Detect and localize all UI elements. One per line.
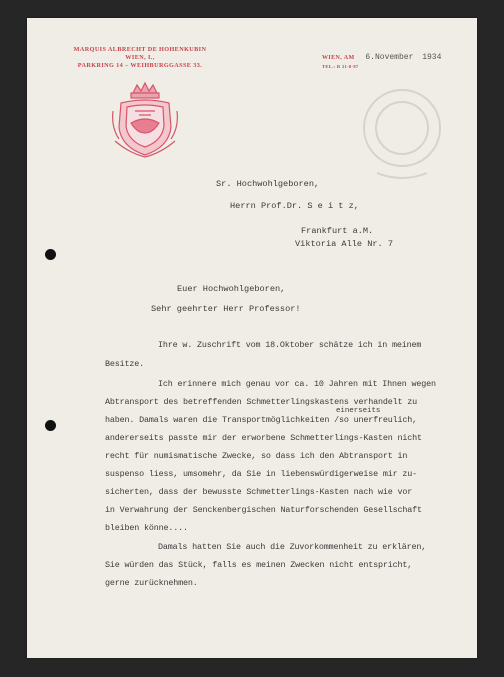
letterhead-street: PARKRING 14 – WEIHBURGGASSE 33.	[77, 62, 203, 69]
body-line: haben. Damals waren die Transportmöglichkeiten /so unerfreulich,	[105, 415, 418, 425]
dateline	[322, 53, 441, 62]
body-line: Ich erinnere mich genau vor ca. 10 Jahren mit Ihnen wegen	[158, 379, 436, 389]
body-line: gerne zurücknehmen.	[105, 578, 198, 588]
body-line: Ihre w. Zuschrift vom 18.Oktober schätze ich in meinem	[158, 340, 422, 350]
punch-hole-bottom	[45, 420, 56, 431]
body-line: bleiben könne....	[105, 523, 188, 533]
body-line: Besitze.	[105, 359, 145, 369]
recipient-line-1: Sr. Hochwohlgeboren,	[216, 179, 320, 189]
body-line: Abtransport des betreffenden Schmetterlingskastens verhandelt zu	[105, 397, 418, 407]
faint-stamp-mark	[357, 78, 447, 188]
salutation-line-1: Euer Hochwohlgeboren,	[177, 284, 286, 294]
telephone-number: TEL.: R 21-0-97	[322, 64, 359, 69]
body-line: Sie würden das Stück, falls es meinen Zwecken nicht entspricht,	[105, 560, 413, 570]
handwritten-insertion: einerseits	[336, 407, 381, 415]
body-line: Damals hatten Sie auch die Zuvorkommenheit zu erklären,	[158, 542, 427, 552]
recipient-line-2: Herrn Prof.Dr. S e i t z,	[230, 201, 359, 211]
body-line: andererseits passte mir der erworbene Schmetterlings-Kasten nicht	[105, 433, 422, 443]
recipient-line-3: Frankfurt a.M.	[301, 226, 374, 236]
body-line: recht für numismatische Zwecke, so dass ich den Abtransport in	[105, 451, 408, 461]
letter-date: 6.November	[365, 53, 414, 62]
body-line: suspenso liess, umsomehr, da Sie in liebenswürdigerweise mir zu-	[105, 469, 418, 479]
letterhead-city: WIEN, I.,	[125, 54, 155, 61]
dateline-label: WIEN, AM	[322, 55, 355, 61]
body-line: sicherten, dass der bewusste Schmetterlings-Kasten nach wie vor	[105, 487, 413, 497]
recipient-line-4: Viktoria Alle Nr. 7	[295, 239, 393, 249]
coat-of-arms-emblem	[109, 81, 181, 159]
letter-year: 1934	[422, 53, 442, 62]
letterhead-name: MARQUIS ALBRECHT DE HOHENKUBIN	[73, 46, 207, 53]
punch-hole-top	[45, 249, 56, 260]
salutation-line-2: Sehr geehrter Herr Professor!	[151, 304, 301, 314]
body-line: in Verwahrung der Senckenbergischen Naturforschenden Gesellschaft	[105, 505, 422, 515]
letter-page	[27, 18, 477, 658]
